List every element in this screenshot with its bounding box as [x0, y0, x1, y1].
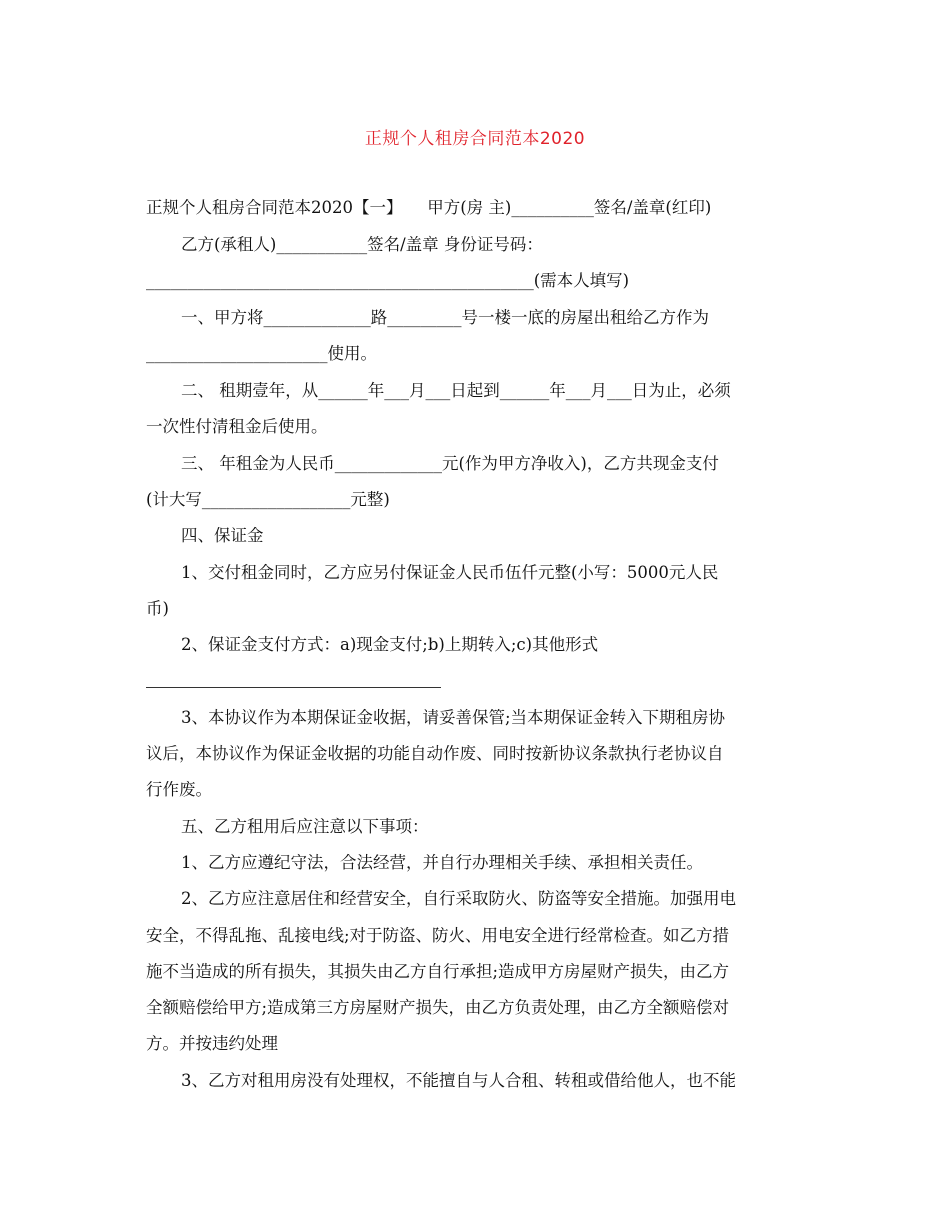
contract-line: 乙方(承租人)___________签名/盖章 身份证号码： [181, 235, 543, 254]
contract-line: 三、 年租金为人民币_____________元(作为甲方净收入)，乙方共现金支付 [181, 454, 719, 473]
contract-line: 2、乙方应注意居住和经营安全，自行采取防火、防盗等安全措施。加强用电 [181, 889, 736, 908]
contract-line: 1、交付租金同时，乙方应另付保证金人民币伍仟元整(小写：5000元人民 [181, 563, 719, 582]
contract-line: 一次性付清租金后使用。 [146, 417, 328, 436]
contract-line: 议后，本协议作为保证金收据的功能自动作废、同时按新协议条款执行老协议自 [146, 744, 724, 763]
document-title: 正规个人租房合同范本2020 [364, 129, 586, 149]
contract-line: 安全，不得乱拖、乱接电线;对于防盗、防火、用电安全进行经常检查。如乙方措 [146, 926, 730, 945]
contract-line: 正规个人租房合同范本2020【一】 甲方(房 主)__________签名/盖章(红印) [146, 198, 712, 217]
blank-line [146, 687, 441, 688]
section-heading: 五、乙方租用后应注意以下事项： [181, 817, 429, 836]
contract-line: 2、保证金支付方式：a)现金支付;b)上期转入;c)其他形式 [181, 635, 599, 654]
contract-line: 币) [146, 599, 169, 618]
contract-line: 一、甲方将_____________路_________号一楼一底的房屋出租给乙方作为 [181, 308, 709, 327]
contract-line: 3、本协议作为本期保证金收据，请妥善保管;当本期保证金转入下期租房协 [181, 708, 726, 727]
contract-line: 全额赔偿给甲方;造成第三方房屋财产损失，由乙方负责处理，由乙方全额赔偿对 [146, 998, 730, 1017]
contract-line: 施不当造成的所有损失，其损失由乙方自行承担;造成甲方房屋财产损失，由乙方 [146, 962, 730, 981]
contract-line: 1、乙方应遵纪守法，合法经营，并自行办理相关手续、承担相关责任。 [181, 853, 703, 872]
contract-line: 3、乙方对租用房没有处理权，不能擅自与人合租、转租或借给他人，也不能 [181, 1071, 736, 1090]
contract-line: _______________________________________________(需本人填写) [146, 271, 630, 290]
section-heading: 四、保证金 [181, 526, 264, 545]
contract-line: (计大写__________________元整) [146, 490, 390, 509]
contract-line: 行作废。 [146, 780, 212, 799]
contract-line: ______________________使用。 [146, 344, 377, 363]
contract-line: 二、 租期壹年，从______年___月___日起到______年___月___日为止，必须 [181, 381, 731, 400]
contract-line: 方。并按违约处理 [146, 1034, 278, 1053]
